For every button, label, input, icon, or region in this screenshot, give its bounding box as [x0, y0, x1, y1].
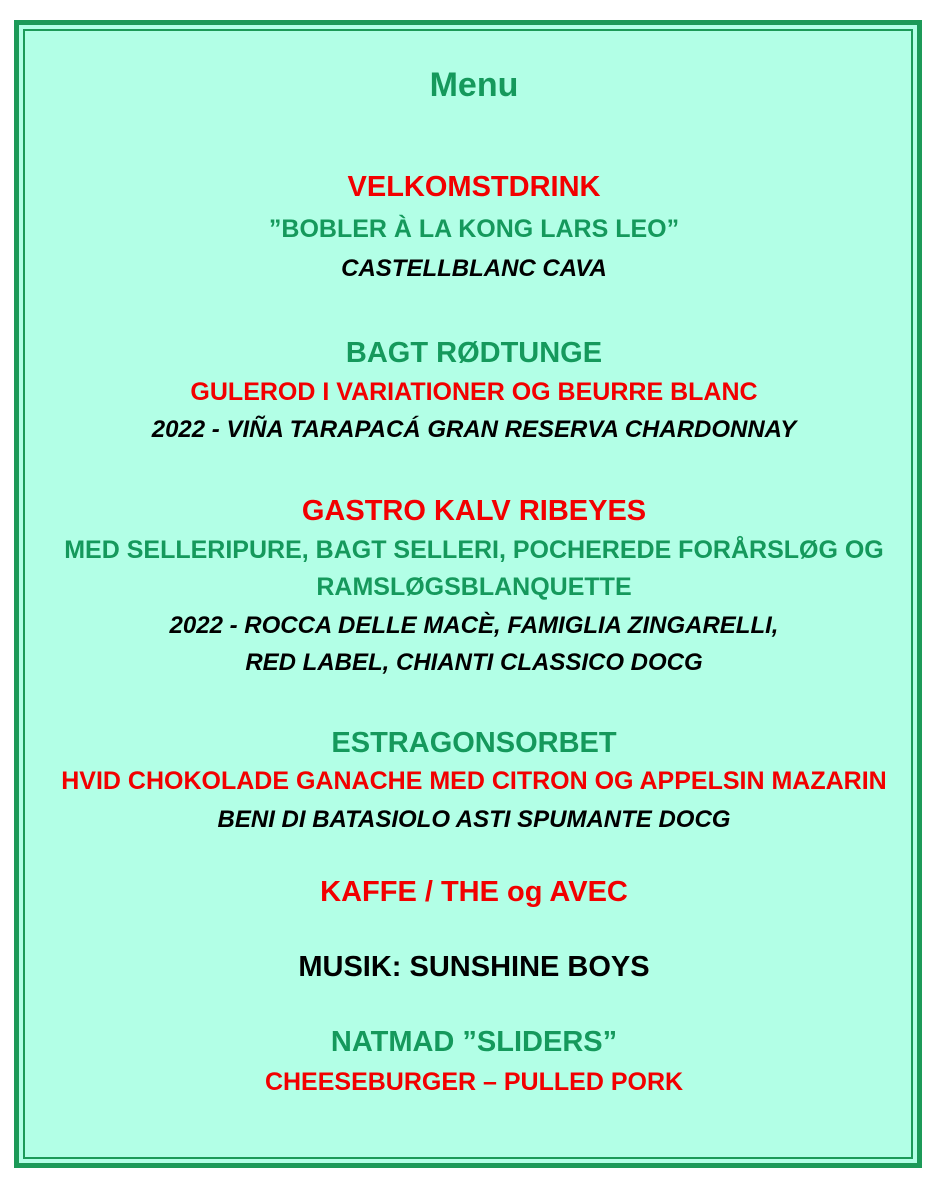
course-1-wine: 2022 - VIÑA TARAPACÁ GRAN RESERVA CHARDONNAY: [151, 416, 797, 443]
course-1-dish: GULEROD I VARIATIONER OG BEURRE BLANC: [190, 378, 758, 406]
course-2-wine-line-2: RED LABEL, CHIANTI CLASSICO DOCG: [245, 649, 703, 676]
course-2-dish-line-2: RAMSLØGSBLANQUETTE: [316, 573, 632, 601]
late-snack-items: CHEESEBURGER – PULLED PORK: [264, 1068, 684, 1096]
course-2-wine-line-1: 2022 - ROCCA DELLE MACÈ, FAMIGLIA ZINGARELLI,: [169, 612, 779, 639]
course-2-heading: GASTRO KALV RIBEYES: [301, 495, 647, 527]
course-1-heading: BAGT RØDTUNGE: [345, 337, 603, 369]
music-line: MUSIK: SUNSHINE BOYS: [298, 951, 650, 983]
coffee-line: KAFFE / THE og AVEC: [320, 876, 628, 908]
welcome-drink-name: ”BOBLER À LA KONG LARS LEO”: [268, 215, 680, 243]
welcome-drink-wine: CASTELLBLANC CAVA: [341, 255, 607, 282]
course-3-wine: BENI DI BATASIOLO ASTI SPUMANTE DOCG: [217, 806, 731, 833]
welcome-drink-heading: VELKOMSTDRINK: [347, 171, 601, 203]
course-3-heading: ESTRAGONSORBET: [331, 727, 617, 759]
late-snack-heading: NATMAD ”SLIDERS”: [330, 1026, 618, 1058]
course-2-dish-line-1: MED SELLERIPURE, BAGT SELLERI, POCHEREDE FORÅRSLØG OG: [64, 536, 884, 564]
menu-title: Menu: [429, 66, 519, 104]
course-3-dish: HVID CHOKOLADE GANACHE MED CITRON OG APPELSIN MAZARIN: [61, 767, 887, 795]
